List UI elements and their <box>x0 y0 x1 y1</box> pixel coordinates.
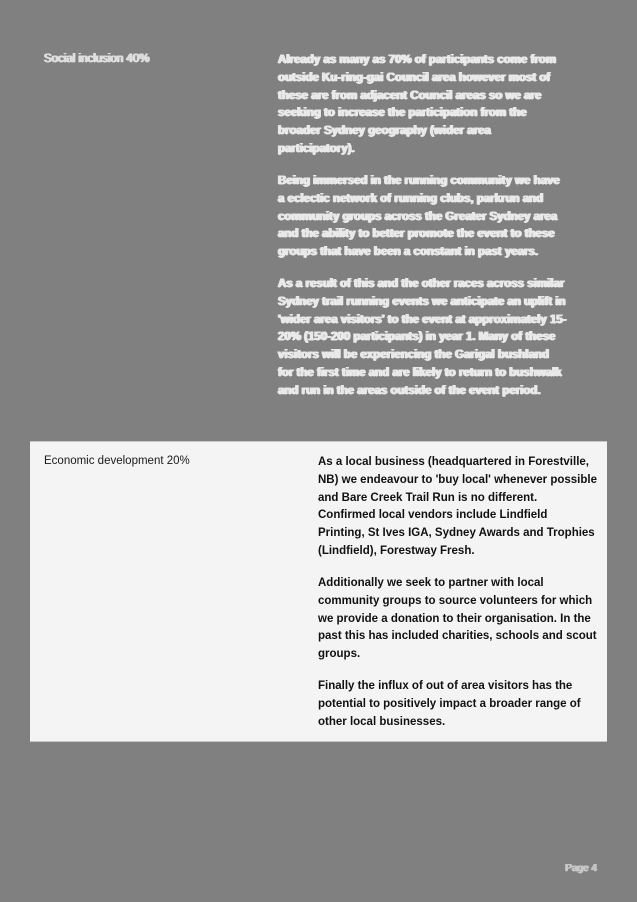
paragraph: Already as many as 70% of participants come from outside Ku-ring-gai Council area however most of these are from adjacent Council areas so we are seeking to increase the participation from the broader Sydney geography (wider area participatory). <box>278 54 557 156</box>
paragraph: Finally the influx of out of area visitors has the potential to positively impact a broader range of other local businesses. <box>318 679 581 728</box>
criterion-description <box>308 442 607 741</box>
paragraph: Additionally we seek to partner with local community groups to source volunteers for which we provide a donation to their organisation. In the past this has included charities, schools and scout groups. <box>318 576 597 661</box>
paragraph: As a local business (headquartered in Forestville, NB) we endeavour to 'buy local' whenever possible and Bare Creek Trail Run is no different. Confirmed local vendors include Lindfield Printing, St Ives IGA, Sydney Awards and Trophies (Lindfield), Forestway Fresh. <box>318 456 597 558</box>
paragraph: Being immersed in the running community we have a eclectic network of running clubs, parkrun and community groups across the Greater Sydney area and the ability to better promote the event to these groups that have been a constant in past years. <box>278 174 560 259</box>
table-row <box>0 52 637 415</box>
page-number: Page 4 <box>565 863 597 874</box>
highlighted-table-row[interactable] <box>30 441 607 742</box>
criterion-label: Economic development 20% <box>44 455 190 467</box>
criterion-label: Social inclusion 40% <box>44 53 150 65</box>
criterion-description <box>278 52 577 415</box>
paragraph: As a result of this and the other races across similar Sydney trail running events we anticipate an uplift in 'wider area visitors' to the event at approximately 15-20% (150-200 participants) in year 1. Many of these visitors will be experiencing the Garigal bushland for the first time and are likely to return to bushwalk and run in the areas outside of the event period. <box>278 277 567 397</box>
